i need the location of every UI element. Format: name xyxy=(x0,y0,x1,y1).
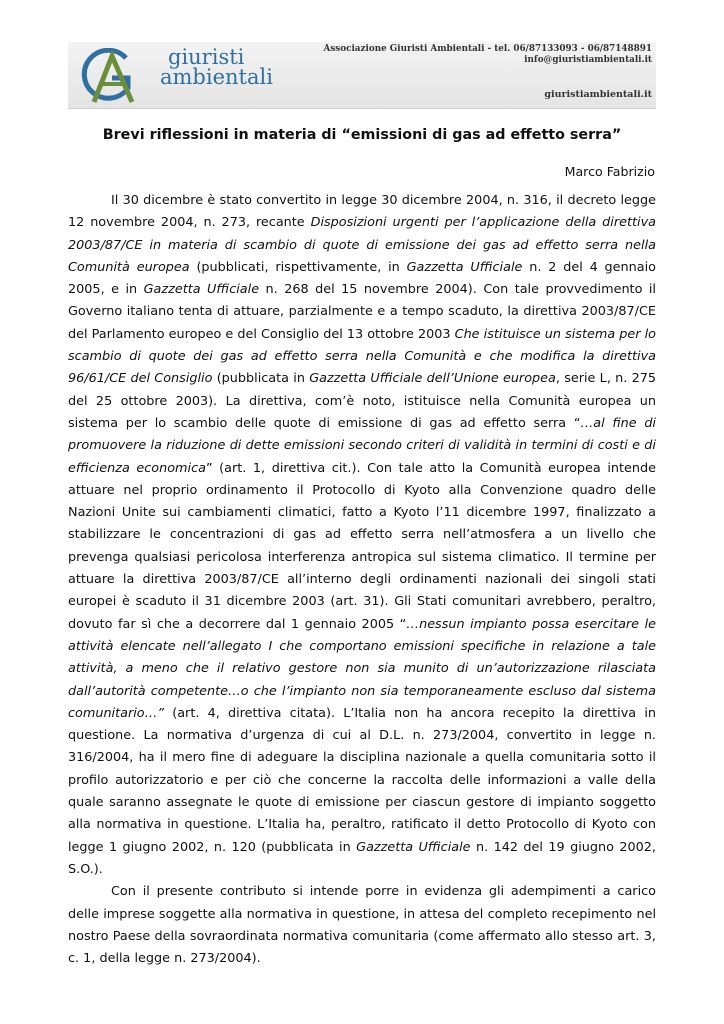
text-run: , serie L, n. 275 del 25 ottobre 2003). La direttiva, com’è noto, istituisce nella Comunità europea un sistema per lo scambio delle quote di emissione di gas ad effetto serra “ xyxy=(68,371,656,431)
text-run: n. 268 del 15 novembre 2004). Con tale provvedimento il Governo italiano tenta di attuare, parzialmente e a tempo scaduto, la direttiva 2003/87/CE del Parlamento europeo e del Consiglio del 13 ottobre 2003 xyxy=(68,282,656,342)
body-paragraph-1 xyxy=(68,190,656,881)
document-title: Brevi riflessioni in materia di “emissioni di gas ad effetto serra” xyxy=(102,127,622,143)
logo-word-ambientali: ambientali xyxy=(160,65,273,89)
giuristi-ambientali-logo xyxy=(74,48,140,104)
italic-text-run: …al fine di promuovere la riduzione di dette emissioni secondo criteri di validità in termini di costi e di efficienza economica xyxy=(68,415,656,476)
text-run: n. 142 del 19 giugno 2002, S.O.). xyxy=(68,839,657,877)
text-run: ” (art. 1, direttiva cit.). Con tale atto la Comunità europea intende attuare nel proprio ordinamento il Protocollo di Kyoto alla Convenzione quadro delle Nazioni Unite sui cambiamenti climatici, fatto a Kyoto l’11 dicembre 1997, finalizzato a stabilizzare le concentrazioni di gas ad effetto serra nell’atmosfera a un livello che prevenga qualsiasi pericolosa interferenza antropica sul sistema climatico. Il termine per attuare la direttiva 2003/87/CE all’interno degli ordinamenti nazionali dei singoli stati europei è scaduto il 31 dicembre 2003 (art. 31). Gli Stati comunitari avrebbero, peraltro, dovuto far sì che a decorrere dal 1 gennaio 2005 “ xyxy=(68,460,656,632)
text-run: (pubblicata in xyxy=(212,371,310,387)
italic-text-run: Gazzetta Ufficiale xyxy=(406,259,523,275)
italic-text-run: Disposizioni urgenti per l’applicazione della direttiva 2003/87/CE in materia di scambio di quote di emissione dei gas ad effetto serra nella Comunità europea xyxy=(68,215,657,275)
italic-text-run: Gazzetta Ufficiale dell’Unione europea xyxy=(309,371,556,387)
site-url: giuristiambientali.it xyxy=(544,89,652,100)
italic-text-run: Gazzetta Ufficiale xyxy=(143,282,260,298)
author-name: Marco Fabrizio xyxy=(564,164,655,179)
body-paragraph-2: Con il presente contributo si intende porre in evidenza gli adempimenti a carico delle imprese soggette alla normativa in questione, in attesa del completo recepimento nel nostro Paese della sovraordinata normativa comunitaria (come affermato allo stesso art. 3, c. 1, della legge n. 273/2004). xyxy=(68,884,656,967)
contact-line: Associazione Giuristi Ambientali - tel. 06/87133093 - 06/87148891 xyxy=(323,44,652,54)
letterhead-banner xyxy=(68,42,656,109)
text-run: n. 2 del 4 gennaio 2005, e in xyxy=(68,259,656,298)
text-run: (pubblicati, rispettivamente, in xyxy=(189,259,407,275)
email-address: info@giuristiambientali.it xyxy=(524,55,652,65)
text-run: Il 30 dicembre è stato convertito in legge 30 dicembre 2004, n. 316, il decreto legge 12 novembre 2004, n. 273, recante xyxy=(68,193,656,231)
logo-word-giuristi: giuristi xyxy=(168,45,245,69)
italic-text-run: Gazzetta Ufficiale xyxy=(356,839,471,855)
italic-text-run: Che istituisce un sistema per lo scambio di quote dei gas ad effetto serra nella Comunità e che modifica la direttiva 96/61/CE del Consiglio xyxy=(68,326,656,387)
text-run: (art. 4, direttiva citata). L’Italia non ha ancora recepito la direttiva in questione. La normativa d’urgenza di cui al D.L. n. 273/2004, convertito in legge n. 316/2004, ha il mero fine di adeguare la disciplina nazionale a quella comunitaria sotto il profilo autorizzatorio e per ciò che concerne la raccolta delle informazioni a valle della quale saranno assegnate le quote di emissione per ciascun gestore di impianto soggetto alla normativa in questione. L’Italia ha, peraltro, ratificato il detto Protocollo di Kyoto con legge 1 giugno 2002, n. 120 (pubblicata in xyxy=(68,705,656,855)
document-body xyxy=(68,190,656,970)
italic-text-run: …nessun impianto possa esercitare le attività elencate nell’allegato I che comportano emissioni specifiche in relazione a tale attività, a meno che il relativo gestore non sia munito di un’autorizzazione rilasciata dall’autorità competente…o che l’impianto non sia temporaneamente escluso dal sistema comunitario…” xyxy=(68,616,657,721)
